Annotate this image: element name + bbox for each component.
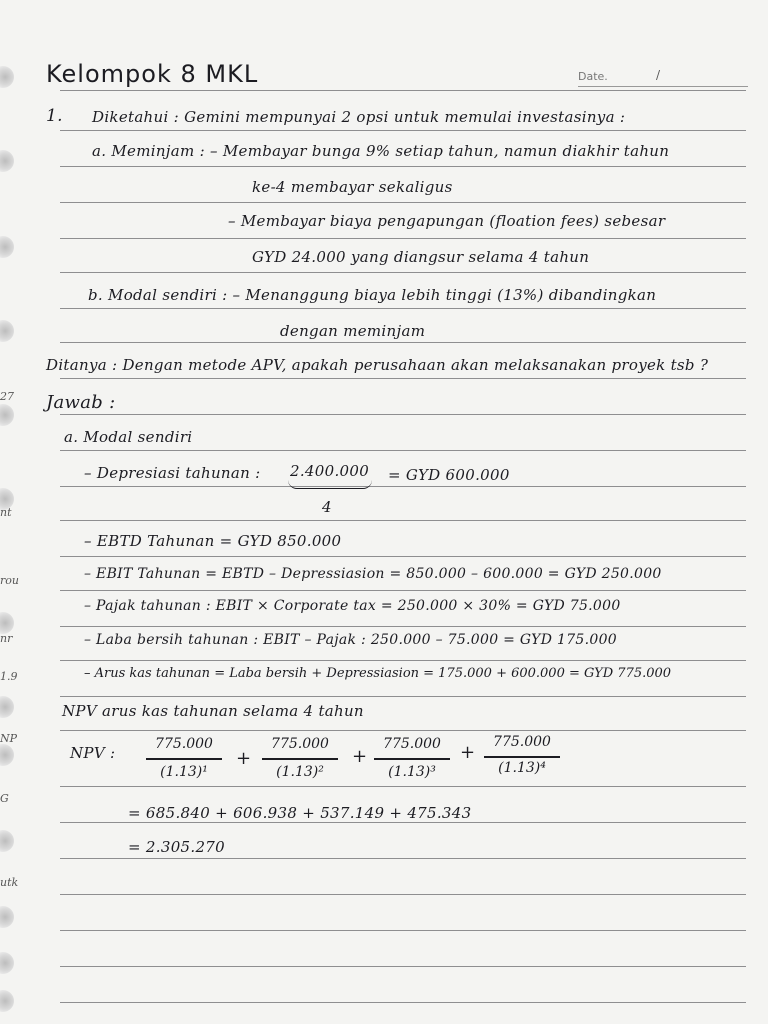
- ruled-line: [60, 90, 746, 91]
- page-title: Kelompok 8 MKL: [46, 60, 259, 88]
- ebit-line: – EBIT Tahunan = EBTD – Depressiasion = 850.000 – 600.000 = GYD 250.000: [84, 566, 662, 582]
- ruled-line: [60, 696, 746, 697]
- option-a-line-4: GYD 24.000 yang diangsur selama 4 tahun: [252, 248, 590, 266]
- ruled-line: [60, 930, 746, 931]
- ruled-line: [60, 556, 746, 557]
- binder-hole: [0, 990, 14, 1012]
- npv-term-2-denominator: (1.13)²: [276, 764, 324, 780]
- question-asked: Ditanya : Dengan metode APV, apakah perusahaan akan melaksanakan proyek tsb ?: [46, 356, 709, 374]
- plus-sign: +: [236, 748, 252, 769]
- ruled-line: [60, 730, 746, 731]
- ruled-line: [60, 308, 746, 309]
- npv-total: = 2.305.270: [128, 838, 225, 856]
- fraction-bar: [374, 758, 450, 760]
- margin-bleed-text: 27: [0, 390, 14, 403]
- binder-hole: [0, 150, 14, 172]
- fraction-brace: [288, 480, 372, 489]
- ruled-line: [60, 966, 746, 967]
- margin-bleed-text: nr: [0, 632, 13, 645]
- given-intro: Diketahui : Gemini mempunyai 2 opsi untuk memulai investasinya :: [92, 108, 626, 126]
- ebtd-line: – EBTD Tahunan = GYD 850.000: [84, 532, 342, 550]
- npv-label: NPV :: [70, 744, 116, 762]
- ruled-line: [60, 1002, 746, 1003]
- ruled-line: [60, 626, 746, 627]
- tax-line: – Pajak tahunan : EBIT × Corporate tax = 250.000 × 30% = GYD 75.000: [84, 598, 621, 614]
- binder-hole: [0, 236, 14, 258]
- binder-hole: [0, 612, 14, 634]
- question-number: 1.: [46, 106, 63, 126]
- ruled-line: [60, 272, 746, 273]
- ruled-line: [60, 660, 746, 661]
- npv-heading: NPV arus kas tahunan selama 4 tahun: [62, 702, 364, 720]
- margin-bleed-text: G: [0, 792, 9, 805]
- npv-term-2-numerator: 775.000: [271, 736, 329, 752]
- cash-flow-line: – Arus kas tahunan = Laba bersih + Depressiasion = 175.000 + 600.000 = GYD 775.000: [84, 666, 672, 681]
- section-a-heading: a. Modal sendiri: [64, 428, 193, 446]
- fraction-bar: [262, 758, 338, 760]
- plus-sign: +: [352, 746, 368, 767]
- fraction-bar: [484, 756, 560, 758]
- answer-heading: Jawab :: [46, 392, 116, 413]
- margin-bleed-text: nt: [0, 506, 12, 519]
- binder-hole: [0, 696, 14, 718]
- margin-bleed-text: NP: [0, 732, 18, 745]
- ruled-line: [60, 414, 746, 415]
- ruled-line: [60, 858, 746, 859]
- ruled-line: [60, 130, 746, 131]
- binder-hole: [0, 830, 14, 852]
- ruled-line: [60, 450, 746, 451]
- net-income-line: – Laba bersih tahunan : EBIT – Pajak : 250.000 – 75.000 = GYD 175.000: [84, 632, 617, 648]
- option-b-line-1: b. Modal sendiri : – Menanggung biaya lebih tinggi (13%) dibandingkan: [88, 286, 657, 304]
- ruled-line: [60, 202, 746, 203]
- binder-hole: [0, 66, 14, 88]
- date-separator: /: [656, 68, 661, 82]
- date-label: Date.: [578, 70, 608, 83]
- npv-expanded: = 685.840 + 606.938 + 537.149 + 475.343: [128, 804, 472, 822]
- margin-bleed-text: 1.9: [0, 670, 18, 683]
- date-line: [578, 86, 748, 87]
- ruled-line: [60, 166, 746, 167]
- depreciation-label: – Depresiasi tahunan :: [84, 464, 261, 482]
- depreciation-numerator: 2.400.000: [290, 462, 370, 480]
- binder-hole: [0, 744, 14, 766]
- margin-bleed-text: rou: [0, 574, 19, 587]
- npv-term-4-denominator: (1.13)⁴: [498, 760, 546, 776]
- npv-term-1-denominator: (1.13)¹: [160, 764, 208, 780]
- ruled-line: [60, 378, 746, 379]
- ruled-line: [60, 238, 746, 239]
- option-b-line-2: dengan meminjam: [280, 322, 426, 340]
- option-a-line-1: a. Meminjam : – Membayar bunga 9% setiap tahun, namun diakhir tahun: [92, 142, 670, 160]
- fraction-bar: [146, 758, 222, 760]
- ruled-line: [60, 590, 746, 591]
- ruled-line: [60, 486, 746, 487]
- npv-term-1-numerator: 775.000: [155, 736, 213, 752]
- npv-term-4-numerator: 775.000: [493, 734, 551, 750]
- ruled-line: [60, 822, 746, 823]
- ruled-line: [60, 894, 746, 895]
- npv-term-3-numerator: 775.000: [383, 736, 441, 752]
- plus-sign: +: [460, 742, 476, 763]
- binder-hole: [0, 906, 14, 928]
- npv-term-3-denominator: (1.13)³: [388, 764, 436, 780]
- margin-bleed-text: utk: [0, 876, 19, 889]
- ruled-line: [60, 342, 746, 343]
- binder-hole: [0, 320, 14, 342]
- binder-hole: [0, 404, 14, 426]
- ruled-line: [60, 520, 746, 521]
- ruled-line: [60, 786, 746, 787]
- binder-hole: [0, 952, 14, 974]
- option-a-line-2: ke-4 membayar sekaligus: [252, 178, 453, 196]
- depreciation-result: = GYD 600.000: [388, 466, 510, 484]
- depreciation-denominator: 4: [322, 498, 332, 516]
- option-a-line-3: – Membayar biaya pengapungan (floation fees) sebesar: [228, 212, 666, 230]
